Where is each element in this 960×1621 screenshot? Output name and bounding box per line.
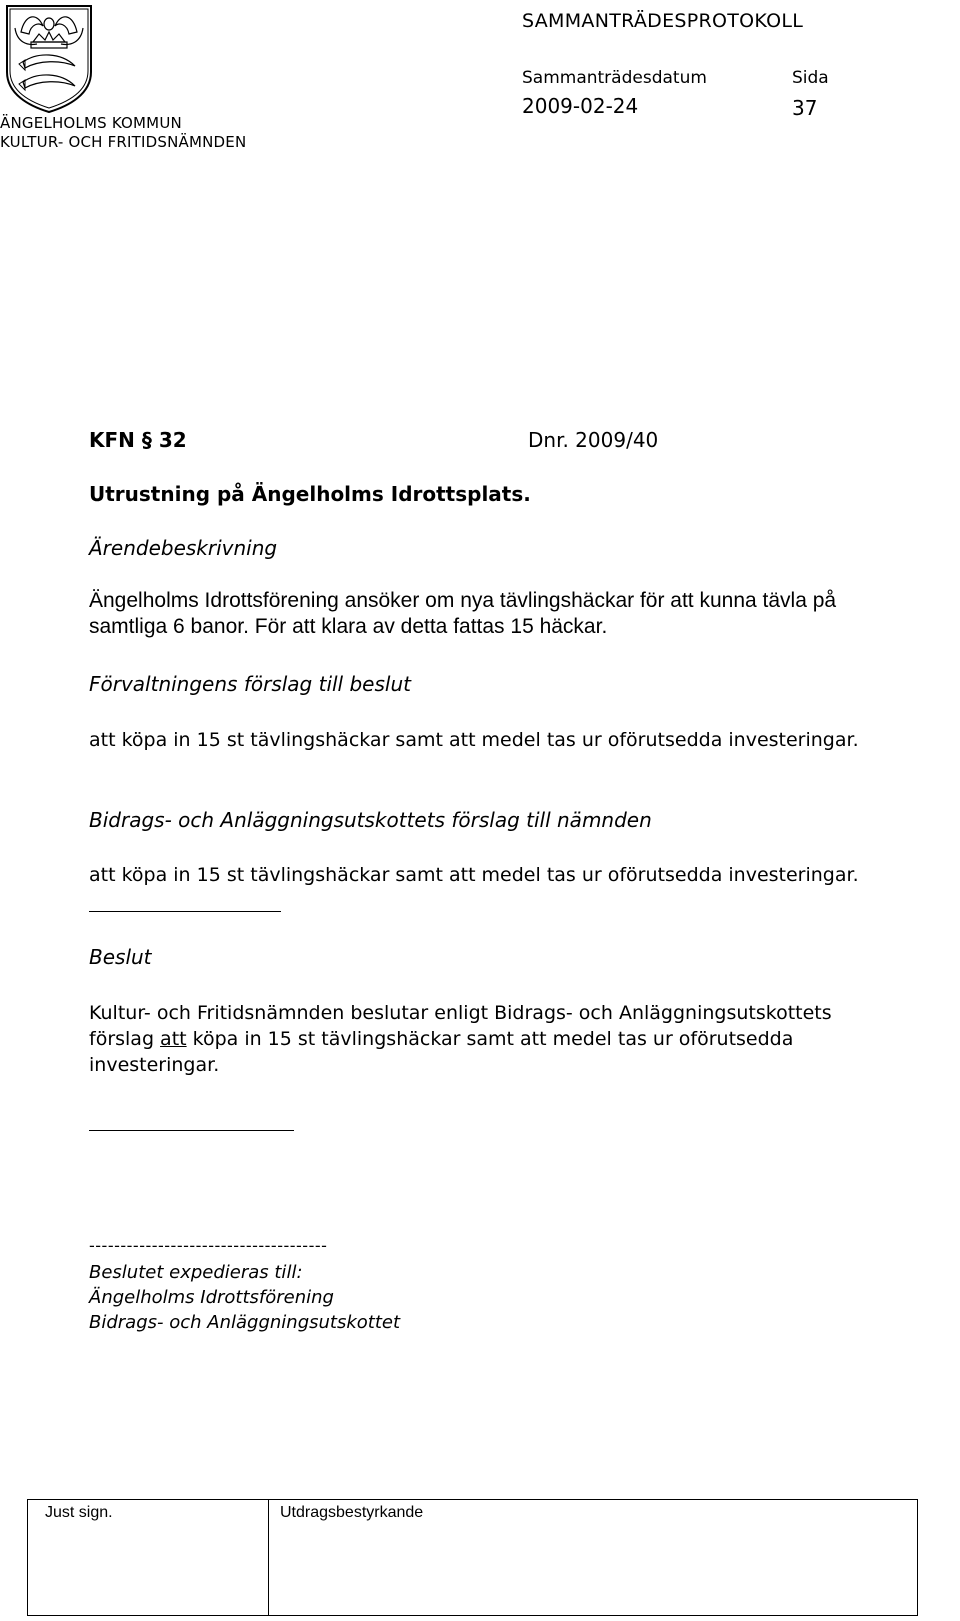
decision-line-2: [89, 1026, 793, 1052]
description-heading: Ärendebeskrivning: [89, 536, 278, 560]
decision-line-2-start: förslag: [89, 1028, 161, 1050]
decision-att-underlined: att: [160, 1028, 187, 1050]
signature-box: [27, 1499, 918, 1616]
just-sign-label: Just sign.: [45, 1504, 113, 1521]
divider-line: [89, 1130, 294, 1131]
municipality-name: ÄNGELHOLMS KOMMUN: [0, 114, 182, 132]
divider-line: [89, 911, 281, 912]
page-label: Sida: [792, 68, 829, 88]
utdragsbestyrkande-label: Utdragsbestyrkande: [280, 1504, 424, 1521]
description-line-2: samtliga 6 banor. För att klara av detta fattas 15 häckar.: [89, 615, 608, 638]
admin-proposal-heading: Förvaltningens förslag till beslut: [89, 672, 411, 696]
committee-proposal-text: att köpa in 15 st tävlingshäckar samt att medel tas ur oförutsedda investeringar.: [89, 864, 859, 886]
committee-proposal-heading: Bidrags- och Anläggningsutskottets förslag till nämnden: [89, 808, 652, 832]
recipient-2: Bidrags- och Anläggningsutskottet: [89, 1312, 401, 1333]
decision-line-2-end: köpa in 15 st tävlingshäckar samt att medel tas ur oförutsedda: [186, 1028, 794, 1050]
decision-heading: Beslut: [89, 945, 152, 969]
committee-name: KULTUR- OCH FRITIDSNÄMNDEN: [0, 133, 247, 151]
case-title: Utrustning på Ängelholms Idrottsplats.: [89, 482, 531, 506]
protocol-title: SAMMANTRÄDESPROTOKOLL: [522, 10, 804, 32]
distribution-label: Beslutet expedieras till:: [89, 1262, 303, 1283]
diary-number: Dnr. 2009/40: [528, 428, 659, 452]
municipal-crest-icon: [3, 2, 95, 114]
page-number: 37: [792, 96, 818, 120]
meeting-date-label: Sammanträdesdatum: [522, 68, 707, 88]
admin-proposal-text: att köpa in 15 st tävlingshäckar samt att medel tas ur oförutsedda investeringar.: [89, 729, 859, 751]
meeting-date-value: 2009-02-24: [522, 94, 639, 118]
dash-separator: --------------------------------------: [89, 1236, 328, 1255]
recipient-1: Ängelholms Idrottsförening: [89, 1287, 334, 1308]
signature-box-divider: [268, 1499, 269, 1616]
description-line-1: Ängelholms Idrottsförening ansöker om nya tävlingshäckar för att kunna tävla på: [89, 589, 837, 612]
decision-line-1: Kultur- och Fritidsnämnden beslutar enligt Bidrags- och Anläggningsutskottets: [89, 1002, 832, 1024]
paragraph-number: KFN § 32: [89, 428, 187, 452]
decision-line-3: investeringar.: [89, 1054, 220, 1076]
